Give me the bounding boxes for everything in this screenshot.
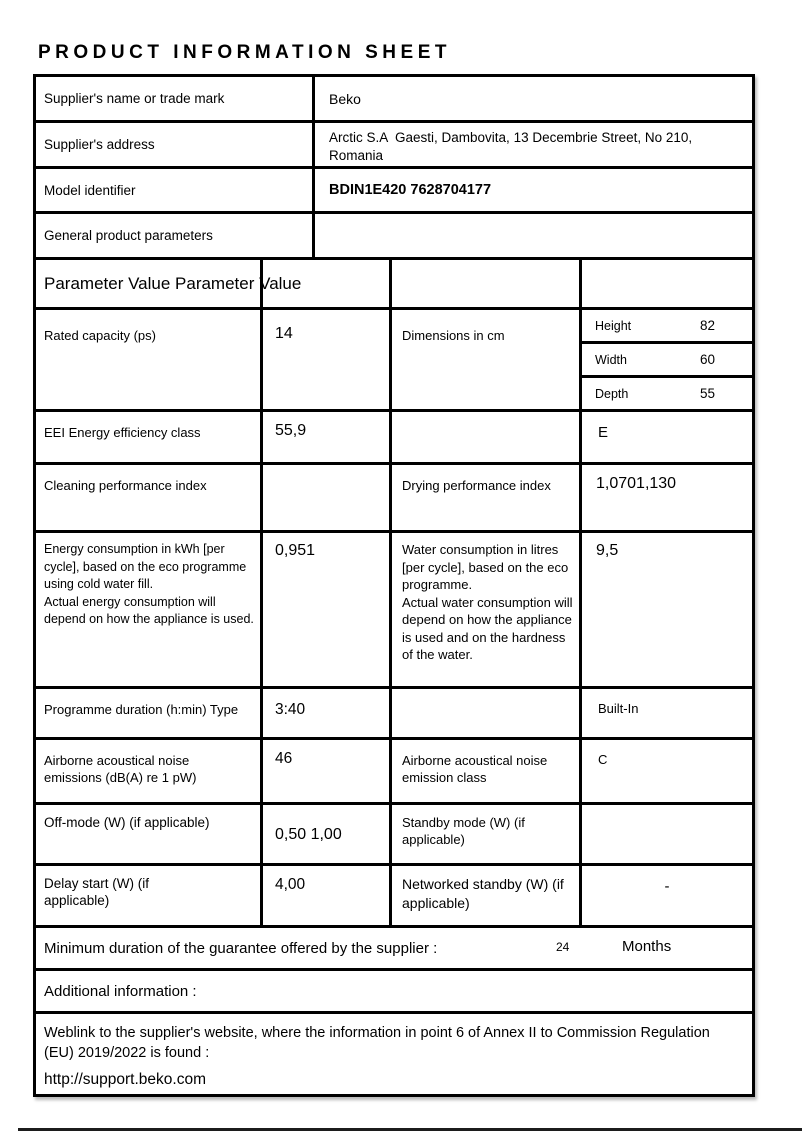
cleaning-index-label: Cleaning performance index	[36, 465, 263, 530]
supplier-name-value: Beko	[329, 90, 361, 107]
guarantee-label: Minimum duration of the guarantee offered by the supplier :	[44, 939, 438, 957]
parameter-header-text: Parameter Value Parameter Value	[44, 273, 302, 293]
delay-start-row	[36, 866, 752, 928]
programme-duration-row	[36, 689, 752, 740]
dimensions-subtable	[582, 310, 752, 409]
dimension-depth-label: Depth	[595, 386, 629, 401]
dimension-depth-value: 55	[700, 386, 716, 401]
noise-row	[36, 740, 752, 805]
delay-start-label-text: Delay start (W) (if applicable)	[44, 876, 150, 908]
water-consumption-text-2: Actual water consumption will depend on how the appliance is used and on the hardness of the water.	[402, 594, 573, 662]
supplier-address-value: Arctic S.A Gaesti, Dambovita, 13 Decembrie Street, No 210, Romania	[329, 130, 696, 163]
model-identifier-label: Model identifier	[36, 169, 315, 211]
page-bottom-rule	[18, 1128, 802, 1131]
table-row	[36, 214, 752, 260]
dimension-height-row	[582, 310, 752, 344]
eei-class-value: E	[598, 424, 609, 441]
water-consumption-label	[392, 533, 582, 686]
dimension-width-label: Width	[595, 352, 627, 367]
weblink-row	[36, 1014, 752, 1094]
dimension-height-value: 82	[700, 318, 716, 333]
noise-class-value: C	[598, 752, 608, 767]
guarantee-cell	[36, 928, 752, 968]
weblink-url: http://support.beko.com	[44, 1071, 206, 1088]
energy-consumption-value: 0,951	[263, 533, 392, 686]
delay-start-label	[36, 866, 263, 925]
energy-consumption-text-1: Energy consumption in kWh [per cycle], based on the eco programme using cold water fill.	[44, 542, 247, 591]
additional-info-row	[36, 971, 752, 1014]
eei-label2	[392, 412, 582, 462]
type-value: Built-In	[598, 701, 639, 716]
supplier-address-label: Supplier's address	[36, 123, 315, 166]
drying-index-label	[392, 465, 582, 530]
supplier-name-label: Supplier's name or trade mark	[36, 77, 315, 120]
noise-class-label	[392, 740, 582, 802]
guarantee-row	[36, 928, 752, 971]
delay-start-value: 4,00	[263, 866, 392, 925]
networked-standby-value: -	[664, 878, 670, 895]
general-parameters-value	[315, 214, 752, 257]
dimension-depth-row	[582, 378, 752, 409]
dimension-width-value: 60	[700, 352, 716, 367]
noise-emissions-label-text: Airborne acoustical noise emissions (dB(A) re 1 pW)	[44, 753, 197, 785]
drying-index-label-text: Drying performance index	[402, 478, 551, 493]
rated-capacity-row	[36, 310, 752, 412]
weblink-cell	[36, 1014, 752, 1094]
offmode-label: Off-mode (W) (if applicable)	[36, 805, 263, 863]
standby-value	[582, 805, 752, 863]
general-parameters-label: General product parameters	[36, 214, 315, 257]
parameter-header-label	[36, 260, 302, 307]
additional-info-label: Additional information :	[44, 982, 197, 1000]
standby-label	[392, 805, 582, 863]
energy-consumption-label	[36, 533, 263, 686]
parameter-header-cell	[392, 260, 582, 307]
cleaning-index-value	[263, 465, 392, 530]
networked-standby-label-text: Networked standby (W) (if applicable)	[402, 876, 564, 911]
product-info-table	[33, 74, 755, 1097]
parameter-header-cell	[582, 260, 752, 307]
eei-label: EEI Energy efficiency class	[36, 412, 263, 462]
dimension-height-label: Height	[595, 318, 632, 333]
table-row	[36, 123, 752, 169]
guarantee-value: 24	[556, 940, 570, 954]
table-row	[36, 169, 752, 214]
water-consumption-text-1: Water consumption in litres [per cycle], based on the eco programme.	[402, 542, 569, 592]
offmode-value: 0,50 1,00	[263, 805, 392, 863]
parameter-header-row	[36, 260, 752, 310]
energy-consumption-row	[36, 533, 752, 689]
type-label	[392, 689, 582, 737]
rated-capacity-value: 14	[263, 310, 392, 409]
noise-emissions-label	[36, 740, 263, 802]
drying-index-value: 1,0701,130	[596, 475, 677, 492]
table-row	[36, 77, 752, 123]
model-identifier-value: BDIN1E420 7628704177	[329, 182, 492, 198]
guarantee-unit: Months	[622, 938, 672, 955]
dimension-width-row	[582, 344, 752, 378]
networked-standby-label	[392, 866, 582, 925]
weblink-description: Weblink to the supplier's website, where the information in point 6 of Annex II to Commission Regulation (EU) 2019/2022 is found :	[44, 1025, 710, 1061]
noise-class-label-text: Airborne acoustical noise emission class	[402, 753, 548, 785]
programme-duration-value: 3:40	[263, 689, 392, 737]
rated-capacity-label: Rated capacity (ps)	[36, 310, 263, 409]
offmode-row	[36, 805, 752, 866]
cleaning-performance-row	[36, 465, 752, 533]
programme-duration-label	[36, 689, 263, 737]
programme-duration-label-text: Programme duration (h:min) Type	[44, 702, 239, 717]
noise-emissions-value: 46	[263, 740, 392, 802]
standby-label-text: Standby mode (W) (if applicable)	[402, 815, 525, 847]
dimensions-label: Dimensions in cm	[392, 310, 582, 409]
energy-consumption-text-2: Actual energy consumption will depend on how the appliance is used.	[44, 594, 254, 626]
page-title: PRODUCT INFORMATION SHEET	[38, 42, 451, 63]
water-consumption-value: 9,5	[596, 542, 619, 559]
eei-row	[36, 412, 752, 465]
eei-value: 55,9	[263, 412, 392, 462]
